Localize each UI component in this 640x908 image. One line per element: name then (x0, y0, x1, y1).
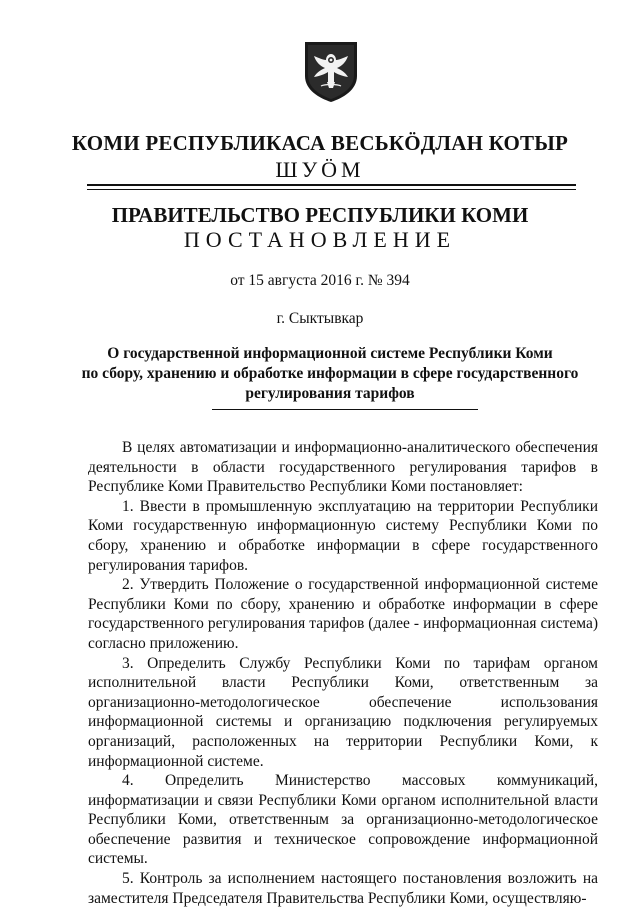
document-city: г. Сыктывкар (276, 310, 364, 327)
title-underline (212, 409, 478, 410)
document-title (60, 344, 600, 404)
title-line-1: О государственной информационной системе Республики Коми (107, 345, 553, 362)
clause-2: 2. Утвердить Положение о государственной информационной системе Республики Коми по сбору, хранению и обработке информации в сфере государственного регулирования тарифов (далее - информационная система) согласно приложению. (88, 576, 598, 652)
doc-type-komi: ШУÖМ (275, 157, 365, 182)
document-body (88, 438, 598, 908)
coat-of-arms-icon (299, 38, 363, 104)
clause-4: 4. Определить Министерство массовых коммуникаций, информатизации и связи Республики Коми органом исполнительной власти Республики Коми, ответственным за организационно-методологическое обеспечение развития и техническое сопровождение информационной системы. (88, 772, 598, 868)
document-date-number: от 15 августа 2016 г. № 394 (230, 272, 410, 289)
org-name-ru: ПРАВИТЕЛЬСТВО РЕСПУБЛИКИ КОМИ (111, 203, 529, 227)
header-divider-thick (87, 184, 576, 186)
title-line-2: по сбору, хранению и обработке информации в сфере государственного (81, 365, 579, 382)
doc-type-ru: ПОСТАНОВЛЕНИЕ (183, 227, 457, 252)
clause-3: 3. Определить Службу Республики Коми по тарифам органом исполнительной власти Республики Коми, ответственным за организационно-методологическое обеспечение использования информационной системы и организацию подключения регулируемых организаций, расположенных на территории Республики Коми, к информационной системе. (88, 654, 598, 770)
intro-paragraph: В целях автоматизации и информационно-аналитического обеспечения деятельности в области государственного регулирования тарифов в Республике Коми Правительство Республики Коми постановляет: (88, 439, 598, 496)
org-name-komi: КОМИ РЕСПУБЛИКАСА ВЕСЬКÖДЛАН КОТЫР (71, 131, 569, 155)
header-divider-thin (87, 189, 576, 190)
clause-1: 1. Ввести в промышленную эксплуатацию на территории Республики Коми государственную информационную систему Республики Коми по сбору, хранению и обработке информации в сфере государственного регулирования тарифов. (88, 497, 598, 574)
clause-5: 5. Контроль за исполнением настоящего постановления возложить на заместителя Председателя Правительства Республики Коми, осуществляю- (88, 870, 598, 907)
title-line-3: регулирования тарифов (245, 385, 415, 402)
